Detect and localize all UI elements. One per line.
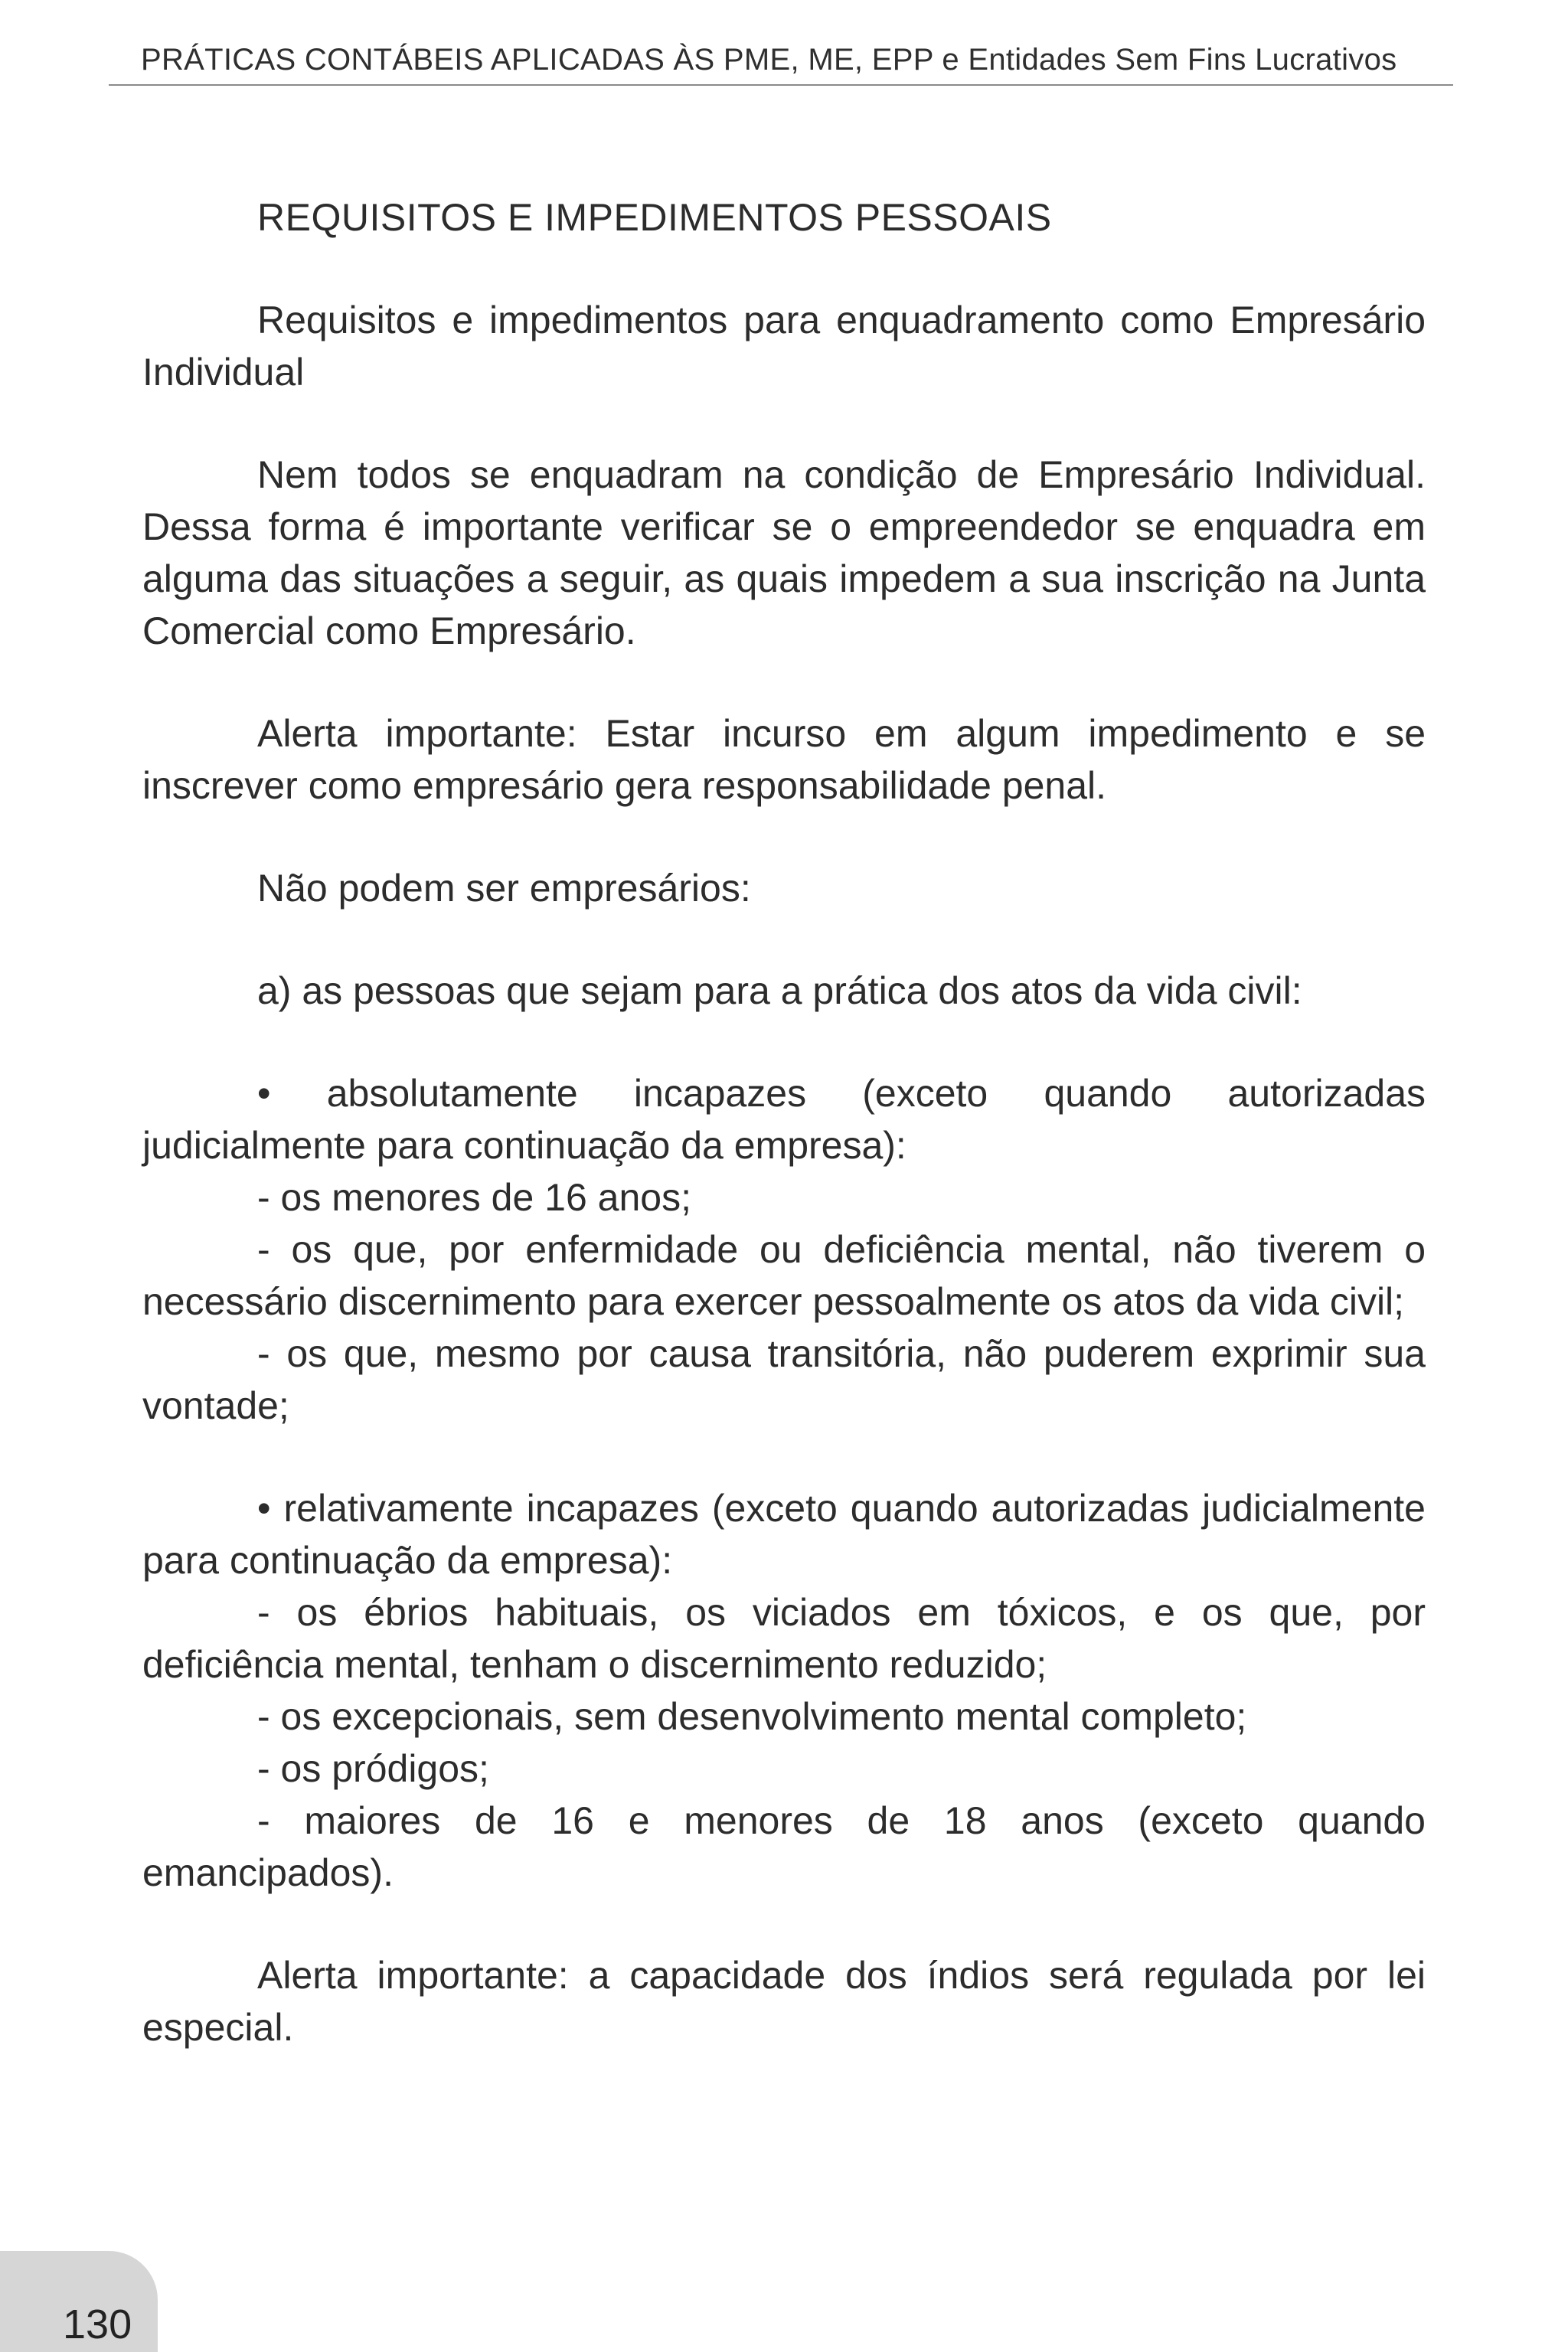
running-header: PRÁTICAS CONTÁBEIS APLICADAS ÀS PME, ME, EPP e Entidades Sem Fins Lucrativos [141, 43, 1397, 77]
relative-item-prodigals: - os pródigos; [257, 1747, 489, 1790]
item-a: a) as pessoas que sejam para a prática dos atos da vida civil: [257, 969, 1302, 1012]
absolute-incapacity-title: • absolutamente incapazes (exceto quando autorizadas judicialmente para continuação da empresa): [142, 1072, 1426, 1167]
absolute-item-mental: - os que, por enfermidade ou deficiência mental, não tiverem o necessário discernimento para exercer pessoalmente os atos da vida civil; [142, 1228, 1426, 1323]
page-content [142, 191, 1426, 2053]
alert-paragraph-indigenous: Alerta importante: a capacidade dos índios será regulada por lei especial. [142, 1954, 1426, 2049]
intro-paragraph: Nem todos se enquadram na condição de Empresário Individual. Dessa forma é importante verificar se o empreendedor se enquadra em alguma das situações a seguir, as quais impedem a sua inscrição na Junta Comercial como Empresário. [142, 453, 1426, 652]
header-divider [109, 84, 1453, 86]
section-subheading: Requisitos e impedimentos para enquadramento como Empresário Individual [142, 299, 1426, 394]
section-heading: REQUISITOS E IMPEDIMENTOS PESSOAIS [257, 196, 1052, 239]
relative-incapacity-title: • relativamente incapazes (exceto quando autorizadas judicialmente para continuação da empresa): [142, 1487, 1426, 1582]
absolute-item-minors: - os menores de 16 anos; [257, 1176, 691, 1219]
page-number: 130 [63, 2301, 132, 2347]
relative-item-addicts: - os ébrios habituais, os viciados em tóxicos, e os que, por deficiência mental, tenham o discernimento reduzido; [142, 1591, 1426, 1686]
relative-item-minors-16-18: - maiores de 16 e menores de 18 anos (exceto quando emancipados). [142, 1799, 1426, 1894]
absolute-item-transitory: - os que, mesmo por causa transitória, não puderem exprimir sua vontade; [142, 1332, 1426, 1427]
list-intro: Não podem ser empresários: [257, 867, 751, 910]
alert-paragraph-penal: Alerta importante: Estar incurso em algum impedimento e se inscrever como empresário gera responsabilidade penal. [142, 712, 1426, 807]
relative-item-exceptional: - os excepcionais, sem desenvolvimento mental completo; [257, 1695, 1247, 1738]
